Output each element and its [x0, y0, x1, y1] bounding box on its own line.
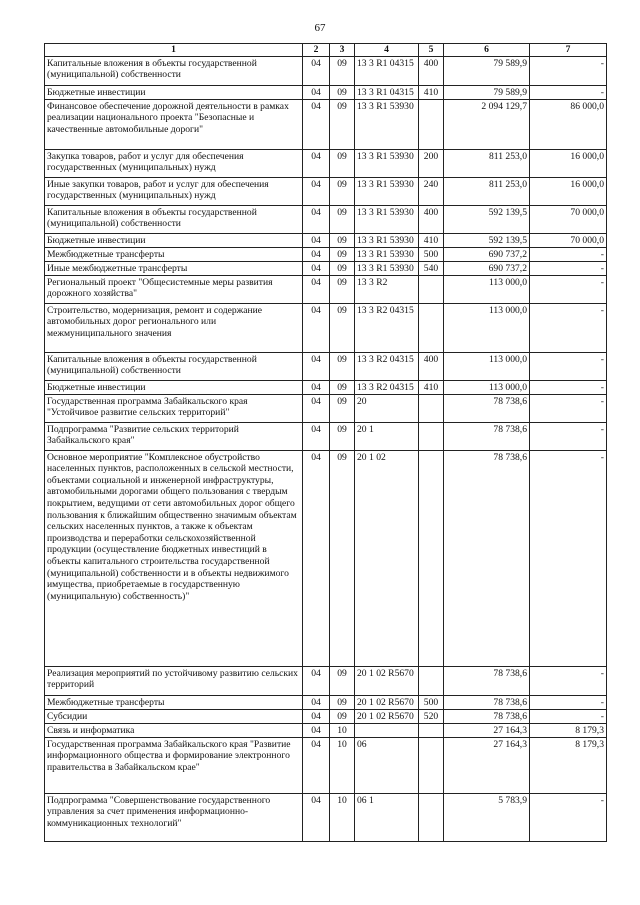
amount-federal-cell: -: [530, 303, 607, 352]
target-article-code-cell: 13 3 R1 53930: [355, 149, 419, 177]
table-row: [45, 709, 607, 723]
amount-federal-cell: -: [530, 85, 607, 99]
section-code-cell: 04: [303, 737, 330, 793]
expense-type-code-cell: [419, 275, 444, 303]
amount-federal-cell: -: [530, 352, 607, 380]
amount-cell: 113 000,0: [444, 352, 530, 380]
row-name-cell: Капитальные вложения в объекты государственной (муниципальной) собственности: [45, 205, 303, 233]
subsection-code-cell: 09: [330, 303, 355, 352]
table-row: [45, 380, 607, 394]
expense-type-code-cell: [419, 394, 444, 422]
target-article-code-cell: 20: [355, 394, 419, 422]
expense-type-code-cell: 410: [419, 380, 444, 394]
expense-type-code-cell: [419, 422, 444, 450]
subsection-code-cell: 10: [330, 793, 355, 841]
subsection-code-cell: 09: [330, 149, 355, 177]
table-row: [45, 793, 607, 841]
expense-type-code-cell: 540: [419, 261, 444, 275]
amount-federal-cell: 16 000,0: [530, 149, 607, 177]
row-name-cell: Капитальные вложения в объекты государственной (муниципальной) собственности: [45, 56, 303, 85]
target-article-code-cell: 13 3 R1 53930: [355, 205, 419, 233]
expense-type-code-cell: 500: [419, 695, 444, 709]
target-article-code-cell: 13 3 R1 53930: [355, 177, 419, 205]
amount-cell: 2 094 129,7: [444, 99, 530, 149]
amount-cell: 113 000,0: [444, 303, 530, 352]
row-name-cell: Межбюджетные трансферты: [45, 695, 303, 709]
amount-cell: 811 253,0: [444, 177, 530, 205]
target-article-code-cell: 20 1 02: [355, 450, 419, 666]
section-code-cell: 04: [303, 275, 330, 303]
row-name-cell: Государственная программа Забайкальского края "Устойчивое развитие сельских территорий": [45, 394, 303, 422]
amount-federal-cell: 16 000,0: [530, 177, 607, 205]
table-row: [45, 247, 607, 261]
amount-cell: 592 139,5: [444, 205, 530, 233]
target-article-code-cell: 13 3 R1 53930: [355, 247, 419, 261]
row-name-cell: Закупка товаров, работ и услуг для обеспечения государственных (муниципальных) нужд: [45, 149, 303, 177]
amount-cell: 78 738,6: [444, 666, 530, 695]
section-code-cell: 04: [303, 149, 330, 177]
amount-federal-cell: -: [530, 793, 607, 841]
page-number: 67: [314, 22, 326, 34]
section-code-cell: 04: [303, 177, 330, 205]
row-name-cell: Связь и информатика: [45, 723, 303, 737]
row-name-cell: Бюджетные инвестиции: [45, 85, 303, 99]
target-article-code-cell: 13 3 R2 04315: [355, 303, 419, 352]
section-code-cell: 04: [303, 233, 330, 247]
target-article-code-cell: 06 1: [355, 793, 419, 841]
amount-federal-cell: -: [530, 394, 607, 422]
target-article-code-cell: [355, 723, 419, 737]
amount-cell: 27 164,3: [444, 737, 530, 793]
section-code-cell: 04: [303, 261, 330, 275]
expense-type-code-cell: [419, 99, 444, 149]
column-header: 3: [330, 44, 355, 57]
amount-federal-cell: -: [530, 56, 607, 85]
expense-type-code-cell: 520: [419, 709, 444, 723]
table-row: [45, 394, 607, 422]
table-body: [45, 56, 607, 841]
section-code-cell: 04: [303, 352, 330, 380]
table-row: [45, 177, 607, 205]
subsection-code-cell: 09: [330, 450, 355, 666]
column-header: 5: [419, 44, 444, 57]
amount-federal-cell: -: [530, 695, 607, 709]
table-row: [45, 303, 607, 352]
section-code-cell: 04: [303, 666, 330, 695]
amount-cell: 78 738,6: [444, 422, 530, 450]
amount-federal-cell: 70 000,0: [530, 205, 607, 233]
amount-federal-cell: -: [530, 422, 607, 450]
row-name-cell: Иные закупки товаров, работ и услуг для обеспечения государственных (муниципальных) нужд: [45, 177, 303, 205]
row-name-cell: Региональный проект "Общесистемные меры развития дорожного хозяйства": [45, 275, 303, 303]
expense-type-code-cell: 400: [419, 205, 444, 233]
section-code-cell: 04: [303, 422, 330, 450]
subsection-code-cell: 09: [330, 666, 355, 695]
column-header: 2: [303, 44, 330, 57]
subsection-code-cell: 09: [330, 695, 355, 709]
table-row: [45, 352, 607, 380]
row-name-cell: Основное мероприятие "Комплексное обустройство населенных пунктов, расположенных в сельской местности, объектами социальной и инженерной инфраструктуры, автомобильными дорогами общего пользования с твердым покрытием, ведущими от сети автомобильных дорог общего пользования к ближайшим общественно значимым объектам сельских населенных пунктов, а также к объектам производства и переработки сельскохозяйственной продукции (осуществление бюджетных инвестиций в объекты капитального строительства государственной (муниципальной) собственности и в объекты недвижимого имущества, приобретаемые в государственную (муниципальную) собственность)": [45, 450, 303, 666]
row-name-cell: Подпрограмма "Развитие сельских территорий Забайкальского края": [45, 422, 303, 450]
column-header: 7: [530, 44, 607, 57]
subsection-code-cell: 09: [330, 422, 355, 450]
amount-federal-cell: 70 000,0: [530, 233, 607, 247]
amount-federal-cell: -: [530, 450, 607, 666]
column-header: 1: [45, 44, 303, 57]
subsection-code-cell: 10: [330, 737, 355, 793]
amount-federal-cell: -: [530, 261, 607, 275]
amount-cell: 78 738,6: [444, 709, 530, 723]
target-article-code-cell: 06: [355, 737, 419, 793]
subsection-code-cell: 09: [330, 275, 355, 303]
table-row: [45, 261, 607, 275]
target-article-code-cell: 13 3 R1 04315: [355, 56, 419, 85]
amount-cell: 79 589,9: [444, 56, 530, 85]
amount-cell: 27 164,3: [444, 723, 530, 737]
subsection-code-cell: 09: [330, 261, 355, 275]
target-article-code-cell: 13 3 R2: [355, 275, 419, 303]
amount-cell: 78 738,6: [444, 695, 530, 709]
section-code-cell: 04: [303, 247, 330, 261]
amount-federal-cell: 8 179,3: [530, 723, 607, 737]
expense-type-code-cell: [419, 303, 444, 352]
expense-type-code-cell: 410: [419, 85, 444, 99]
amount-cell: 592 139,5: [444, 233, 530, 247]
table-row: [45, 149, 607, 177]
subsection-code-cell: 09: [330, 177, 355, 205]
section-code-cell: 04: [303, 394, 330, 422]
amount-cell: 811 253,0: [444, 149, 530, 177]
table-row: [45, 99, 607, 149]
row-name-cell: Бюджетные инвестиции: [45, 233, 303, 247]
table-row: [45, 666, 607, 695]
row-name-cell: Подпрограмма "Совершенствование государственного управления за счет применения информационно-коммуникационных технологий": [45, 793, 303, 841]
target-article-code-cell: 20 1 02 R5670: [355, 709, 419, 723]
table-row: [45, 422, 607, 450]
subsection-code-cell: 10: [330, 723, 355, 737]
expense-type-code-cell: 400: [419, 56, 444, 85]
amount-cell: 5 783,9: [444, 793, 530, 841]
target-article-code-cell: 20 1 02 R5670: [355, 695, 419, 709]
section-code-cell: 04: [303, 695, 330, 709]
row-name-cell: Реализация мероприятий по устойчивому развитию сельских территорий: [45, 666, 303, 695]
amount-federal-cell: -: [530, 666, 607, 695]
expense-type-code-cell: 410: [419, 233, 444, 247]
amount-federal-cell: -: [530, 380, 607, 394]
section-code-cell: 04: [303, 793, 330, 841]
target-article-code-cell: 13 3 R1 53930: [355, 233, 419, 247]
table-row: [45, 695, 607, 709]
header-row: [45, 44, 607, 57]
row-name-cell: Финансовое обеспечение дорожной деятельности в рамках реализации национального проекта "Безопасные и качественные автомобильные дороги": [45, 99, 303, 149]
expense-type-code-cell: [419, 666, 444, 695]
subsection-code-cell: 09: [330, 233, 355, 247]
target-article-code-cell: 20 1: [355, 422, 419, 450]
target-article-code-cell: 20 1 02 R5670: [355, 666, 419, 695]
table-row: [45, 275, 607, 303]
section-code-cell: 04: [303, 709, 330, 723]
row-name-cell: Капитальные вложения в объекты государственной (муниципальной) собственности: [45, 352, 303, 380]
section-code-cell: 04: [303, 85, 330, 99]
section-code-cell: 04: [303, 450, 330, 666]
section-code-cell: 04: [303, 723, 330, 737]
expense-type-code-cell: 500: [419, 247, 444, 261]
table-row: [45, 450, 607, 666]
subsection-code-cell: 09: [330, 56, 355, 85]
target-article-code-cell: 13 3 R2 04315: [355, 380, 419, 394]
amount-cell: 690 737,2: [444, 261, 530, 275]
target-article-code-cell: 13 3 R1 53930: [355, 99, 419, 149]
amount-federal-cell: 86 000,0: [530, 99, 607, 149]
amount-cell: 113 000,0: [444, 275, 530, 303]
table-row: [45, 233, 607, 247]
column-header: 4: [355, 44, 419, 57]
row-name-cell: Иные межбюджетные трансферты: [45, 261, 303, 275]
table-row: [45, 723, 607, 737]
target-article-code-cell: 13 3 R1 04315: [355, 85, 419, 99]
subsection-code-cell: 09: [330, 709, 355, 723]
amount-cell: 79 589,9: [444, 85, 530, 99]
subsection-code-cell: 09: [330, 205, 355, 233]
subsection-code-cell: 09: [330, 247, 355, 261]
row-name-cell: Межбюджетные трансферты: [45, 247, 303, 261]
subsection-code-cell: 09: [330, 352, 355, 380]
subsection-code-cell: 09: [330, 380, 355, 394]
section-code-cell: 04: [303, 380, 330, 394]
amount-cell: 690 737,2: [444, 247, 530, 261]
row-name-cell: Строительство, модернизация, ремонт и содержание автомобильных дорог регионального или межмуниципального значения: [45, 303, 303, 352]
row-name-cell: Бюджетные инвестиции: [45, 380, 303, 394]
amount-federal-cell: 8 179,3: [530, 737, 607, 793]
table-row: [45, 205, 607, 233]
table-row: [45, 56, 607, 85]
amount-cell: 113 000,0: [444, 380, 530, 394]
target-article-code-cell: 13 3 R1 53930: [355, 261, 419, 275]
table-row: [45, 737, 607, 793]
subsection-code-cell: 09: [330, 99, 355, 149]
amount-federal-cell: -: [530, 247, 607, 261]
expense-type-code-cell: 240: [419, 177, 444, 205]
expense-type-code-cell: 400: [419, 352, 444, 380]
row-name-cell: Государственная программа Забайкальского края "Развитие информационного общества и формирование электронного правительства в Забайкальском крае": [45, 737, 303, 793]
amount-federal-cell: -: [530, 709, 607, 723]
row-name-cell: Субсидии: [45, 709, 303, 723]
column-header: 6: [444, 44, 530, 57]
section-code-cell: 04: [303, 303, 330, 352]
budget-table: [44, 43, 607, 842]
expense-type-code-cell: [419, 793, 444, 841]
section-code-cell: 04: [303, 56, 330, 85]
amount-cell: 78 738,6: [444, 450, 530, 666]
subsection-code-cell: 09: [330, 394, 355, 422]
section-code-cell: 04: [303, 205, 330, 233]
amount-cell: 78 738,6: [444, 394, 530, 422]
amount-federal-cell: -: [530, 275, 607, 303]
expense-type-code-cell: [419, 450, 444, 666]
expense-type-code-cell: 200: [419, 149, 444, 177]
target-article-code-cell: 13 3 R2 04315: [355, 352, 419, 380]
section-code-cell: 04: [303, 99, 330, 149]
expense-type-code-cell: [419, 737, 444, 793]
expense-type-code-cell: [419, 723, 444, 737]
subsection-code-cell: 09: [330, 85, 355, 99]
table-row: [45, 85, 607, 99]
